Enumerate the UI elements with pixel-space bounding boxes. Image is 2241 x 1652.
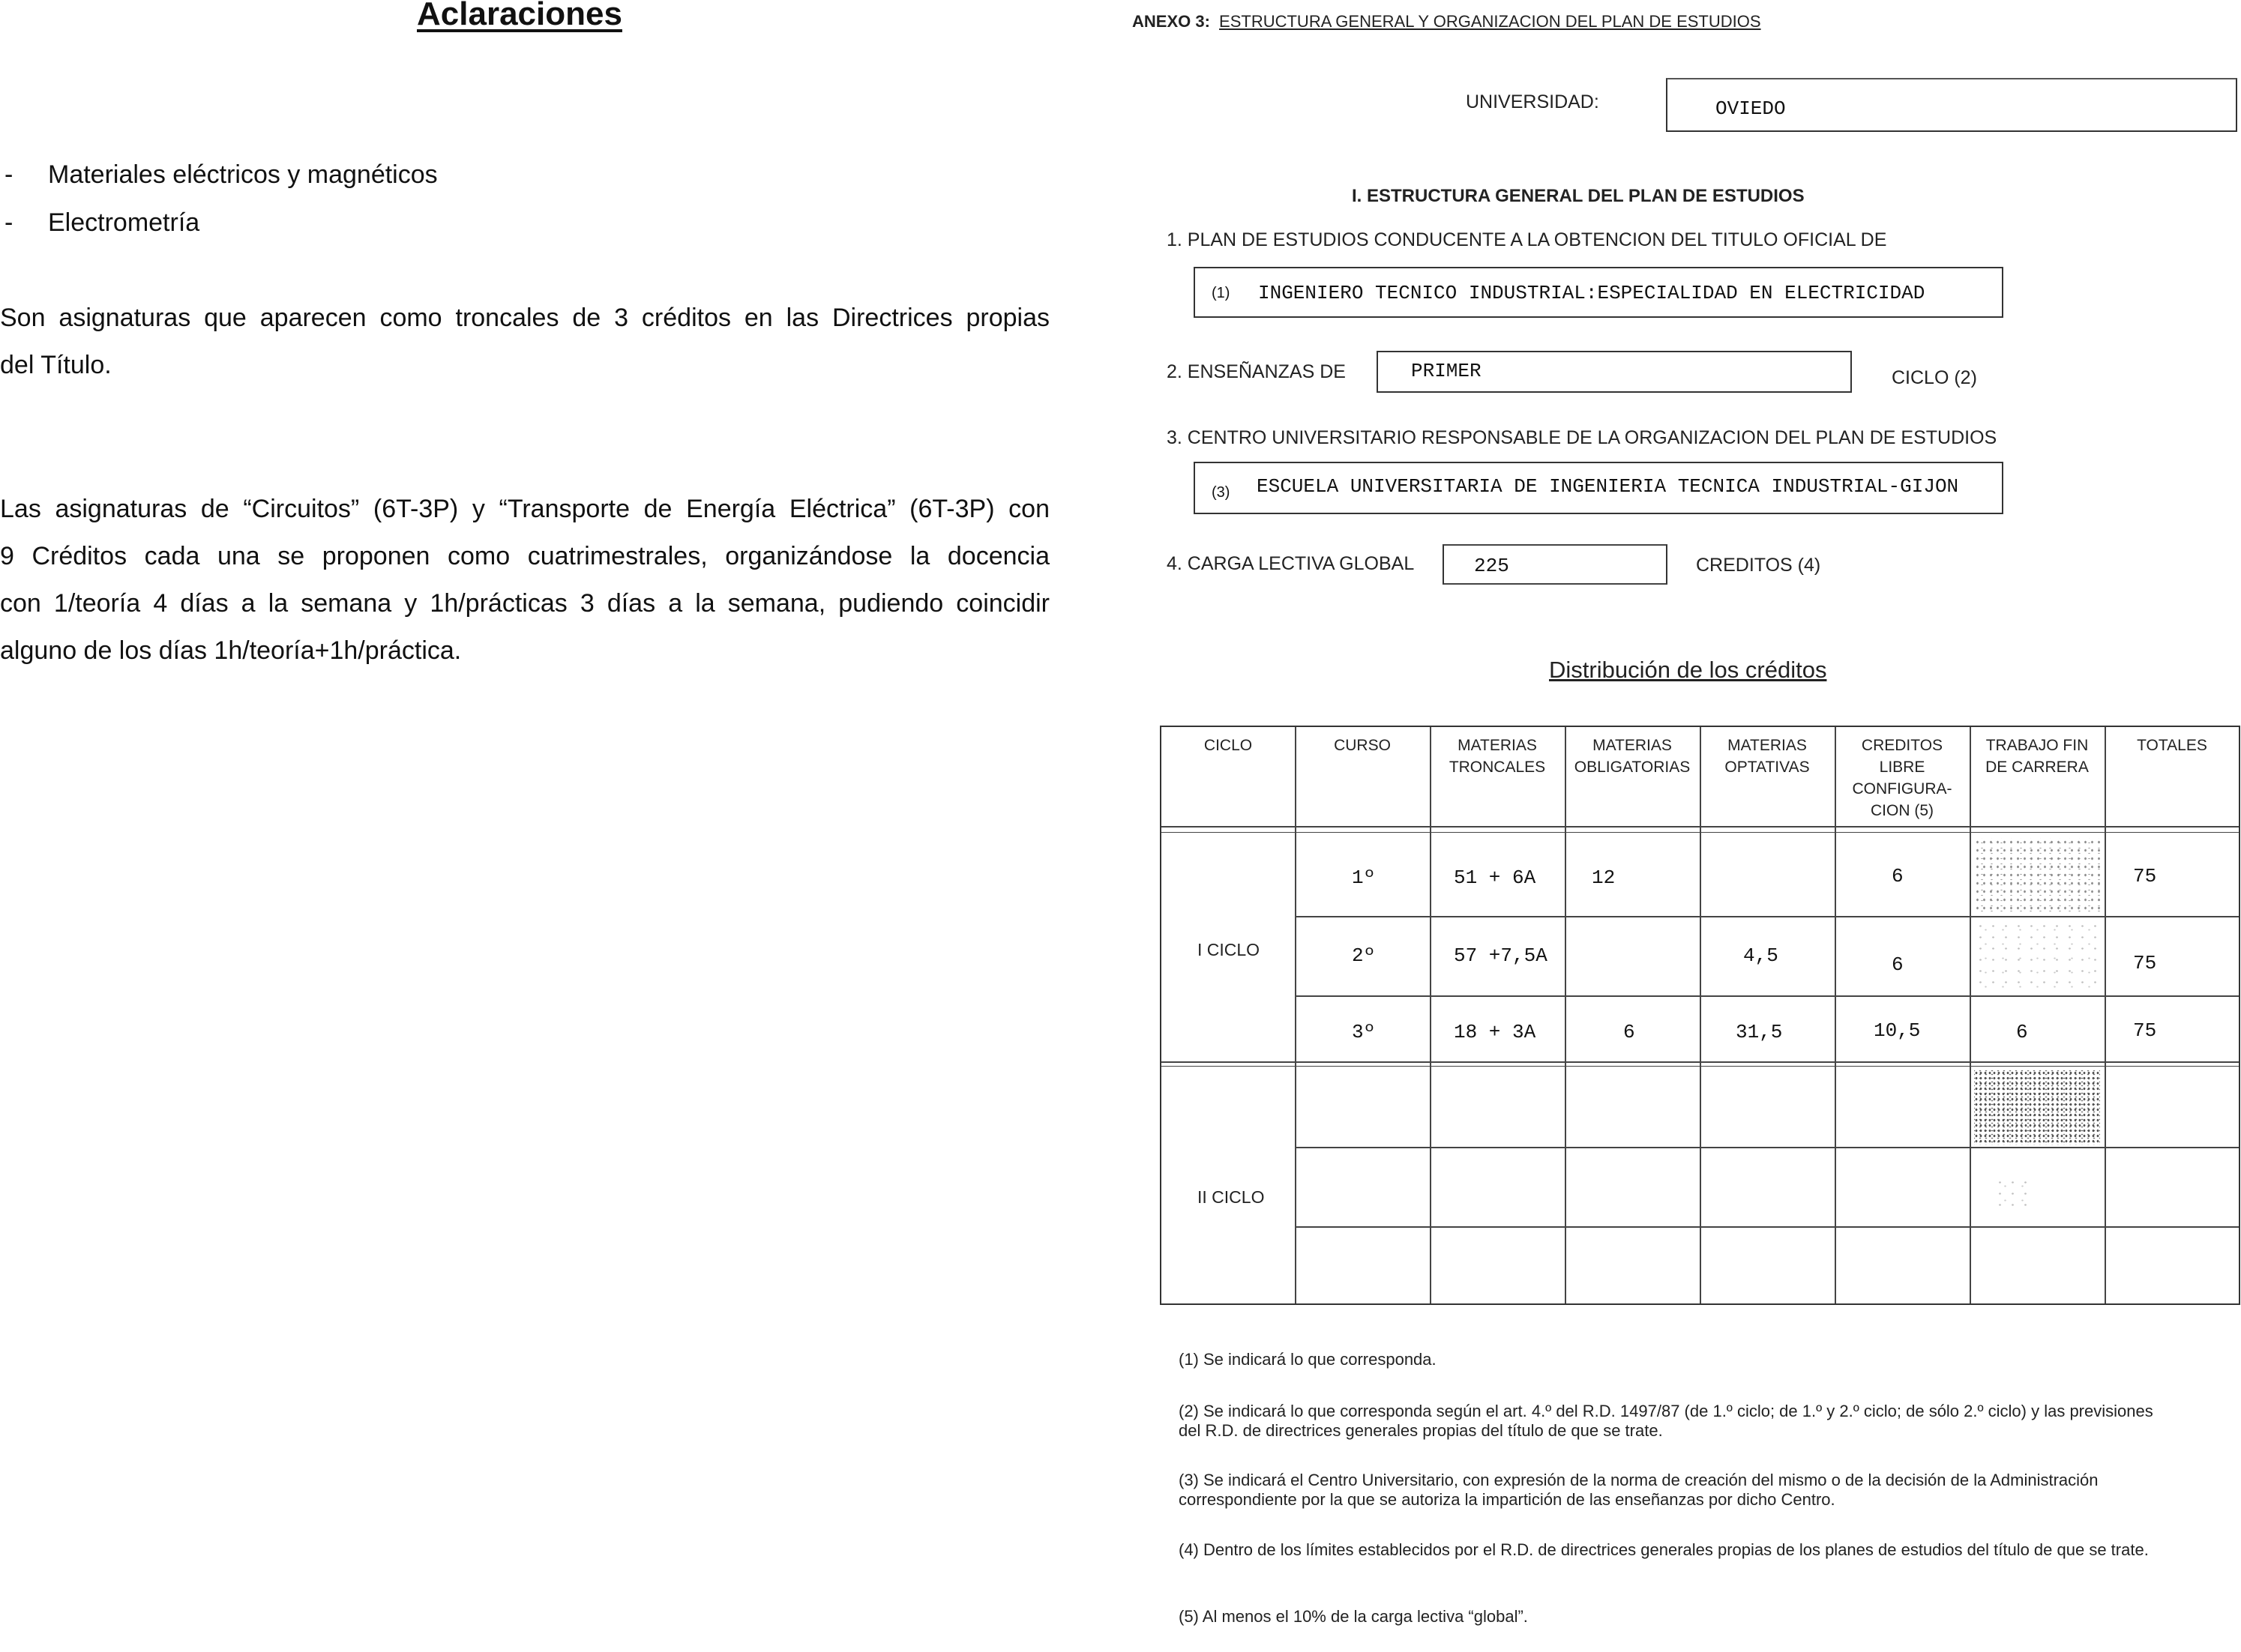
table-header-divider bbox=[1161, 832, 2239, 833]
credits-value: 225 bbox=[1474, 555, 1509, 577]
table-row-divider bbox=[1295, 995, 2239, 997]
table-cycle-divider bbox=[1161, 1066, 2239, 1067]
paragraph-line: con 1/teoría 4 días a la semana y 1h/prácticas 3 días a la semana, pudiendo coincidir bbox=[0, 589, 1050, 618]
header-optativas: MATERIAS OPTATIVAS bbox=[1724, 737, 1810, 776]
annex-title: ESTRUCTURA GENERAL Y ORGANIZACION DEL PLAN DE ESTUDIOS bbox=[1219, 12, 1761, 31]
table-row-divider bbox=[1295, 1226, 2239, 1228]
center-value: ESCUELA UNIVERSITARIA DE INGENIERIA TECNICA INDUSTRIAL-GIJON bbox=[1257, 475, 1959, 498]
table-column-divider bbox=[1430, 727, 1431, 1303]
footnote-5: (5) Al menos el 10% de la carga lectiva “global”. bbox=[1179, 1607, 1528, 1626]
table-cycle-divider bbox=[1161, 1061, 2239, 1063]
paragraph-cuatrimestrales bbox=[0, 486, 1050, 675]
cycle-label-i: I CICLO bbox=[1197, 940, 1260, 959]
table-row-divider bbox=[1295, 916, 2239, 917]
paragraph-line: 9 Créditos cada una se proponen como cuatrimestrales, organizándose la docencia bbox=[0, 542, 1050, 570]
annex-prefix: ANEXO 3: bbox=[1132, 12, 1210, 31]
table-column-divider bbox=[1295, 727, 1296, 1303]
cell-totales: 75 bbox=[2133, 1019, 2157, 1042]
bullet-dash: - bbox=[4, 160, 13, 189]
bullet-item-electrometria bbox=[4, 208, 604, 238]
scan-noise bbox=[1974, 838, 2100, 913]
footnote-marker: (3) bbox=[1212, 484, 1230, 501]
item-3-label: 3. CENTRO UNIVERSITARIO RESPONSABLE DE LA ORGANIZACION DEL PLAN DE ESTUDIOS bbox=[1167, 427, 1997, 448]
university-box bbox=[1666, 78, 2237, 132]
annex-heading bbox=[1132, 12, 1761, 31]
footnote-marker: (1) bbox=[1212, 285, 1230, 301]
cell-totales: 75 bbox=[2133, 865, 2157, 887]
footnote-4: (4) Dentro de los límites establecidos por el R.D. de directrices generales propias de los planes de estudios del título de que se trate. bbox=[1179, 1540, 2149, 1559]
paragraph-troncales bbox=[0, 295, 1050, 389]
table-column-divider bbox=[1700, 727, 1701, 1303]
bullet-text: Materiales eléctricos y magnéticos bbox=[48, 160, 438, 189]
header-trabajo-fin: TRABAJO FIN DE CARRERA bbox=[1985, 737, 2089, 776]
cell-libre: 6 bbox=[1892, 865, 1904, 887]
cell-troncales: 57 +7,5A bbox=[1454, 944, 1547, 967]
cell-curso: 2º bbox=[1352, 944, 1376, 967]
credits-box bbox=[1443, 544, 1667, 585]
scan-noise bbox=[1974, 1070, 2100, 1145]
footnote-2: (2) Se indicará lo que corresponda según el art. 4.º del R.D. 1497/87 (de 1.º ciclo; de 1.º y 2.º ciclo; de sólo 2.º ciclo) y las previsiones del R.D. de directrices generales propias del título de que se trate. bbox=[1179, 1402, 2153, 1440]
paragraph-line: Las asignaturas de “Circuitos” (6T-3P) y “Transporte de Energía Eléctrica” (6T-3P) con bbox=[0, 495, 1050, 523]
header-libre-configuracion: CREDITOS LIBRE CONFIGURA- CION (5) bbox=[1852, 737, 1952, 819]
cell-curso: 3º bbox=[1352, 1021, 1376, 1043]
cycle-box bbox=[1377, 351, 1852, 393]
bullet-text: Electrometría bbox=[48, 208, 200, 237]
table-column-divider bbox=[2105, 727, 2106, 1303]
header-obligatorias: MATERIAS OBLIGATORIAS bbox=[1574, 737, 1691, 776]
item-2-label: 2. ENSEÑANZAS DE bbox=[1167, 361, 1346, 382]
cell-trabajo: 6 bbox=[2016, 1021, 2028, 1043]
header-curso: CURSO bbox=[1334, 737, 1391, 754]
footnote-3: (3) Se indicará el Centro Universitario, con expresión de la norma de creación del mismo o de la decisión de la Administración correspondiente por la que se autoriza la impartición de las enseñanzas por dicho Centro. bbox=[1179, 1471, 2099, 1509]
cell-totales: 75 bbox=[2133, 952, 2157, 974]
header-troncales: MATERIAS TRONCALES bbox=[1449, 737, 1546, 776]
cell-libre: 10,5 bbox=[1874, 1019, 1921, 1042]
scan-noise bbox=[1974, 920, 2100, 991]
table-header-divider bbox=[1161, 826, 2239, 827]
cell-curso: 1º bbox=[1352, 866, 1376, 889]
university-value: OVIEDO bbox=[1715, 97, 1786, 120]
cell-obligatorias: 6 bbox=[1623, 1021, 1635, 1043]
cell-troncales: 51 + 6A bbox=[1454, 866, 1536, 889]
distribution-title: Distribución de los créditos bbox=[1549, 657, 1827, 683]
cycle-label-ii: II CICLO bbox=[1197, 1187, 1265, 1207]
cycle-value: PRIMER bbox=[1411, 360, 1482, 382]
university-label: UNIVERSIDAD: bbox=[1466, 91, 1599, 112]
left-page-title: Aclaraciones bbox=[417, 0, 622, 32]
table-row-divider bbox=[1295, 1147, 2239, 1148]
item-4-label: 4. CARGA LECTIVA GLOBAL bbox=[1167, 553, 1415, 574]
section-title: I. ESTRUCTURA GENERAL DEL PLAN DE ESTUDIOS bbox=[1352, 186, 1805, 206]
scan-noise bbox=[1994, 1177, 2031, 1207]
item-4-suffix: CREDITOS (4) bbox=[1696, 555, 1821, 576]
table-column-divider bbox=[1970, 727, 1971, 1303]
center-box bbox=[1194, 462, 2003, 514]
bullet-dash: - bbox=[4, 208, 13, 237]
table-column-divider bbox=[1565, 727, 1566, 1303]
cell-obligatorias: 12 bbox=[1592, 866, 1616, 889]
item-2-suffix: CICLO (2) bbox=[1892, 367, 1977, 388]
credits-distribution-table bbox=[1160, 726, 2240, 1305]
footnote-1: (1) Se indicará lo que corresponda. bbox=[1179, 1350, 1437, 1369]
header-totales: TOTALES bbox=[2137, 737, 2207, 754]
header-ciclo: CICLO bbox=[1203, 737, 1253, 754]
degree-title-value: INGENIERO TECNICO INDUSTRIAL:ESPECIALIDAD EN ELECTRICIDAD bbox=[1258, 282, 1925, 304]
paragraph-line: alguno de los días 1h/teoría+1h/práctica. bbox=[0, 636, 462, 665]
degree-title-box bbox=[1194, 267, 2003, 318]
paragraph-line: Son asignaturas que aparecen como troncales de 3 créditos en las Directrices propias bbox=[0, 304, 1050, 332]
cell-optativas: 31,5 bbox=[1736, 1021, 1783, 1043]
cell-libre: 6 bbox=[1892, 953, 1904, 976]
item-1-label: 1. PLAN DE ESTUDIOS CONDUCENTE A LA OBTENCION DEL TITULO OFICIAL DE bbox=[1167, 229, 1887, 250]
cell-optativas: 4,5 bbox=[1743, 944, 1778, 967]
bullet-item-materiales bbox=[4, 160, 604, 190]
paragraph-line: del Título. bbox=[0, 351, 112, 379]
cell-troncales: 18 + 3A bbox=[1454, 1021, 1536, 1043]
